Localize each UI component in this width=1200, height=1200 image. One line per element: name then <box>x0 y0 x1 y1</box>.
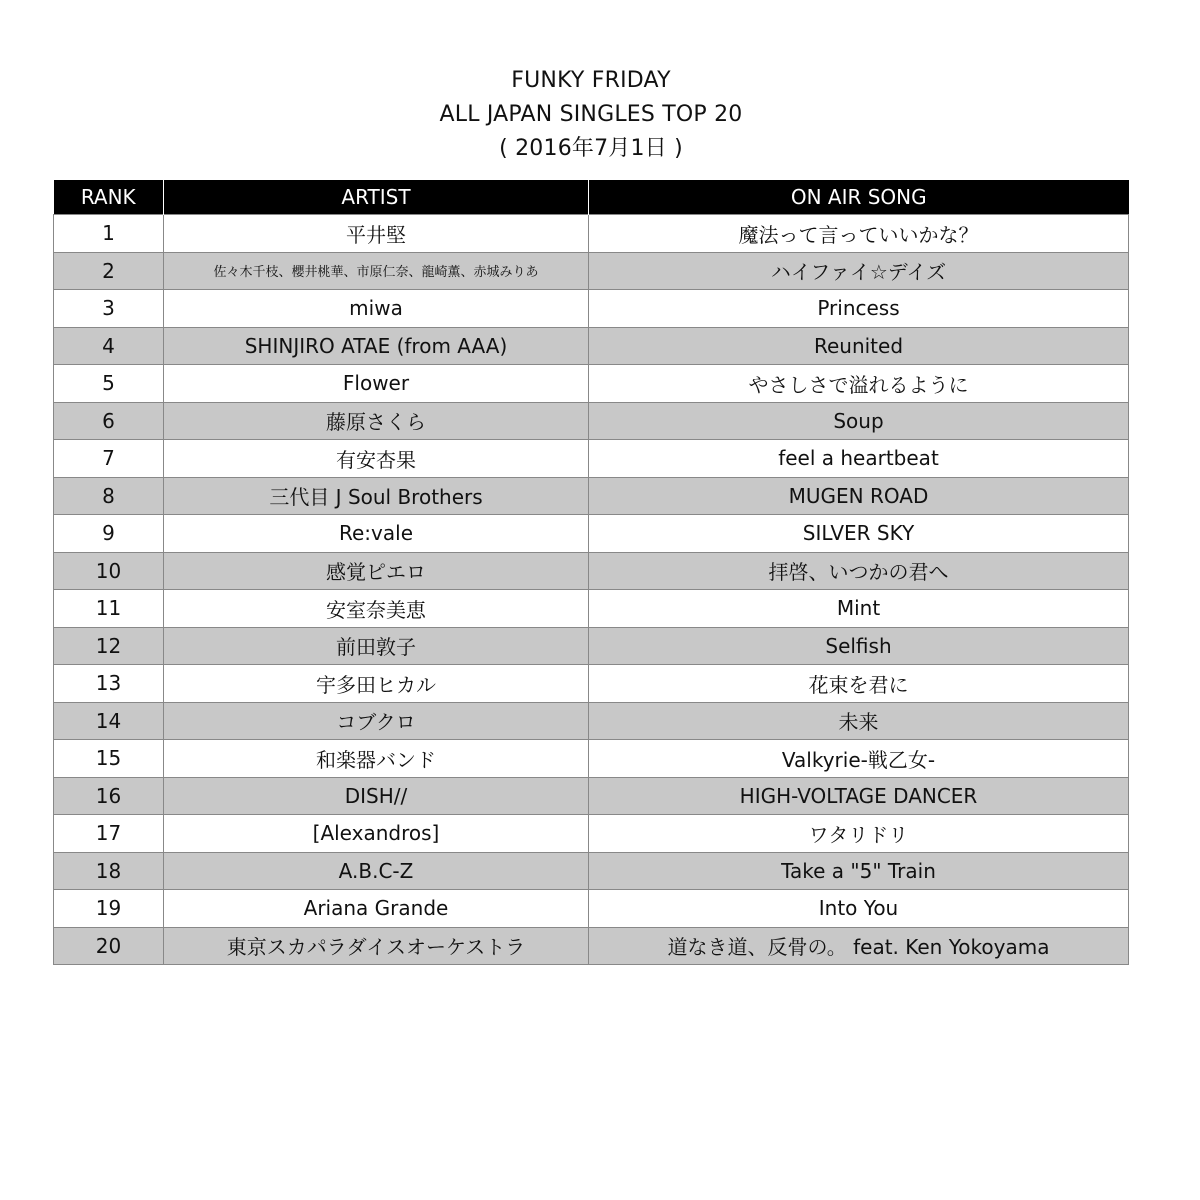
table-row <box>54 252 1129 290</box>
artist-cell: Re:vale <box>164 515 589 553</box>
table-row <box>54 552 1129 590</box>
rank-cell: 19 <box>54 890 164 928</box>
artist-cell: DISH// <box>164 777 589 815</box>
rank-cell: 20 <box>54 927 164 965</box>
table-row <box>54 290 1129 328</box>
artist-cell: 和楽器バンド <box>164 740 589 778</box>
song-column-header: ON AIR SONG <box>589 180 1129 215</box>
song-cell: 魔法って言っていいかな？ <box>589 215 1129 253</box>
rank-cell: 9 <box>54 515 164 553</box>
song-cell: Reunited <box>589 327 1129 365</box>
table-row <box>54 852 1129 890</box>
rank-cell: 11 <box>54 590 164 628</box>
rank-cell: 14 <box>54 702 164 740</box>
rank-column-header: RANK <box>54 180 164 215</box>
rank-cell: 6 <box>54 402 164 440</box>
chart-date: ( 2016年7月1日 ) <box>499 136 683 161</box>
artist-cell: 有安杏果 <box>164 440 589 478</box>
song-cell: SILVER SKY <box>589 515 1129 553</box>
rank-cell: 5 <box>54 365 164 403</box>
artist-cell: 佐々木千枝、櫻井桃華、市原仁奈、龍崎薫、赤城みりあ <box>164 252 589 290</box>
rank-cell: 10 <box>54 552 164 590</box>
artist-cell: 宇多田ヒカル <box>164 665 589 703</box>
table-row <box>54 477 1129 515</box>
table-header-row <box>54 180 1129 215</box>
rank-cell: 13 <box>54 665 164 703</box>
song-cell: Soup <box>589 402 1129 440</box>
artist-cell: コブクロ <box>164 702 589 740</box>
rank-cell: 15 <box>54 740 164 778</box>
table-row <box>54 927 1129 965</box>
table-row <box>54 402 1129 440</box>
table-row <box>54 327 1129 365</box>
table-row <box>54 515 1129 553</box>
singles-table <box>53 180 1129 965</box>
artist-cell: 三代目 J Soul Brothers <box>164 477 589 515</box>
artist-column-header: ARTIST <box>164 180 589 215</box>
table-row <box>54 590 1129 628</box>
artist-cell: 平井堅 <box>164 215 589 253</box>
table-row <box>54 665 1129 703</box>
rank-cell: 16 <box>54 777 164 815</box>
song-cell: MUGEN ROAD <box>589 477 1129 515</box>
song-cell: 未来 <box>589 702 1129 740</box>
table-row <box>54 365 1129 403</box>
artist-cell: Ariana Grande <box>164 890 589 928</box>
song-cell: 花束を君に <box>589 665 1129 703</box>
rank-cell: 12 <box>54 627 164 665</box>
table-row <box>54 740 1129 778</box>
song-cell: feel a heartbeat <box>589 440 1129 478</box>
show-name: FUNKY FRIDAY <box>511 68 671 93</box>
song-cell: HIGH-VOLTAGE DANCER <box>589 777 1129 815</box>
artist-cell: A.B.C-Z <box>164 852 589 890</box>
rank-cell: 4 <box>54 327 164 365</box>
rank-cell: 3 <box>54 290 164 328</box>
artist-cell: 東京スカパラダイスオーケストラ <box>164 927 589 965</box>
artist-cell: 前田敦子 <box>164 627 589 665</box>
table-row <box>54 627 1129 665</box>
artist-cell: 安室奈美恵 <box>164 590 589 628</box>
song-cell: Princess <box>589 290 1129 328</box>
song-cell: 拝啓、いつかの君へ <box>589 552 1129 590</box>
artist-cell: Flower <box>164 365 589 403</box>
song-cell: Valkyrie-戦乙女- <box>589 740 1129 778</box>
song-cell: ワタリドリ <box>589 815 1129 853</box>
artist-cell: [Alexandros] <box>164 815 589 853</box>
song-cell: Mint <box>589 590 1129 628</box>
rank-cell: 18 <box>54 852 164 890</box>
rank-cell: 7 <box>54 440 164 478</box>
song-cell: Into You <box>589 890 1129 928</box>
artist-cell: SHINJIRO ATAE (from AAA) <box>164 327 589 365</box>
chart-name: ALL JAPAN SINGLES TOP 20 <box>439 102 743 127</box>
table-row <box>54 702 1129 740</box>
chart-title <box>0 64 1182 166</box>
song-cell: やさしさで溢れるように <box>589 365 1129 403</box>
song-cell: Take a "5" Train <box>589 852 1129 890</box>
song-cell: ハイファイ☆デイズ <box>589 252 1129 290</box>
artist-cell: 感覚ピエロ <box>164 552 589 590</box>
table-row <box>54 440 1129 478</box>
table-row <box>54 815 1129 853</box>
song-cell: 道なき道、反骨の。 feat. Ken Yokoyama <box>589 927 1129 965</box>
rank-cell: 1 <box>54 215 164 253</box>
table-row <box>54 890 1129 928</box>
artist-cell: miwa <box>164 290 589 328</box>
rank-cell: 17 <box>54 815 164 853</box>
artist-cell: 藤原さくら <box>164 402 589 440</box>
rank-cell: 2 <box>54 252 164 290</box>
song-cell: Selfish <box>589 627 1129 665</box>
table-row <box>54 777 1129 815</box>
rank-cell: 8 <box>54 477 164 515</box>
table-row <box>54 215 1129 253</box>
